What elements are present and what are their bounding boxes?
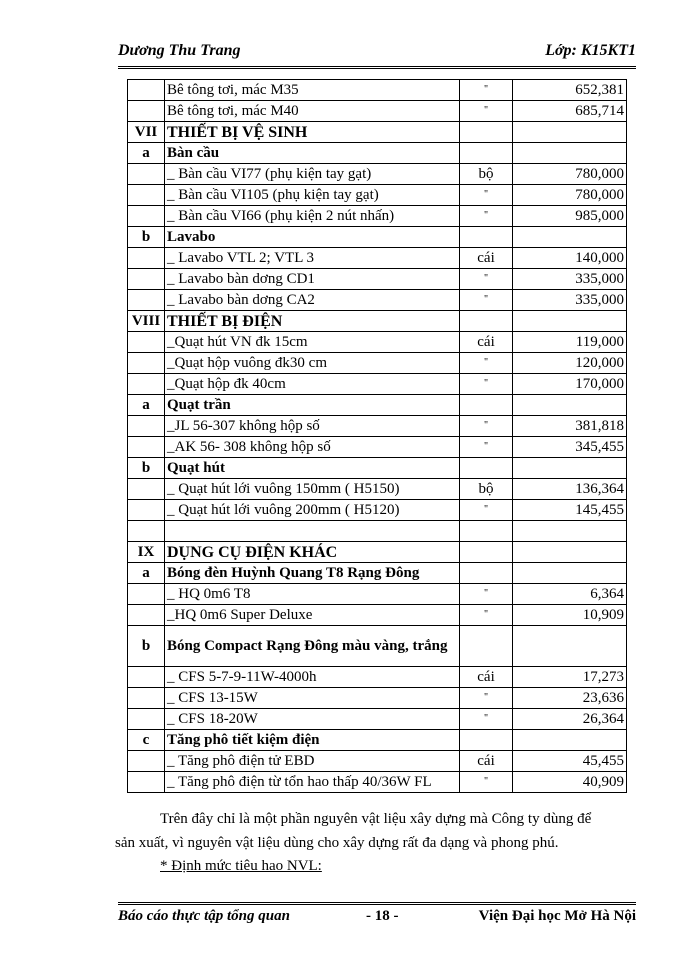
- table-row: [128, 80, 627, 101]
- item-name: _ Tăng phô điện từ tổn hao thấp 40/36W FL: [165, 772, 460, 793]
- item-name: Bê tông tơi, mác M40: [165, 101, 460, 122]
- item-name: THIẾT BỊ VỆ SINH: [165, 122, 460, 143]
- item-price: 345,455: [513, 437, 627, 458]
- item-unit: cái: [460, 667, 513, 688]
- item-name: Lavabo: [165, 227, 460, 248]
- item-unit: ": [460, 269, 513, 290]
- item-price: 652,381: [513, 80, 627, 101]
- item-name: _ CFS 18-20W: [165, 709, 460, 730]
- item-price: 140,000: [513, 248, 627, 269]
- item-name: _ HQ 0m6 T8: [165, 584, 460, 605]
- table-row: [128, 248, 627, 269]
- item-name: _ Bàn cầu VI66 (phụ kiện 2 nút nhấn): [165, 206, 460, 227]
- item-unit: ": [460, 416, 513, 437]
- item-price: [513, 227, 627, 248]
- item-name: DỤNG CỤ ĐIỆN KHÁC: [165, 542, 460, 563]
- table-row: [128, 500, 627, 521]
- row-number: [128, 437, 165, 458]
- paragraph-line-2: sản xuất, vì nguyên vật liệu dùng cho xây dựng rất đa dạng và phong phú.: [115, 835, 559, 851]
- item-name: Bóng đèn Huỳnh Quang T8 Rạng Đông: [165, 563, 460, 584]
- table-row: [128, 311, 627, 332]
- paragraph-line-1: Trên đây chỉ là một phần nguyên vật liệu xây dựng mà Công ty dùng để: [160, 811, 592, 827]
- item-unit: cái: [460, 248, 513, 269]
- item-price: 17,273: [513, 667, 627, 688]
- item-price: 45,455: [513, 751, 627, 772]
- table-row: [128, 563, 627, 584]
- item-unit: [460, 395, 513, 416]
- item-name: Tăng phô tiết kiệm điện: [165, 730, 460, 751]
- row-number: a: [128, 563, 165, 584]
- item-unit: [460, 143, 513, 164]
- item-price: 985,000: [513, 206, 627, 227]
- item-price: 381,818: [513, 416, 627, 437]
- table-row: [128, 101, 627, 122]
- item-name: Quạt hút: [165, 458, 460, 479]
- row-number: [128, 80, 165, 101]
- row-number: [128, 500, 165, 521]
- item-unit: ": [460, 185, 513, 206]
- table-row: [128, 688, 627, 709]
- row-number: [128, 374, 165, 395]
- item-price: [513, 542, 627, 563]
- item-unit: [460, 521, 513, 542]
- item-price: 780,000: [513, 185, 627, 206]
- row-number: b: [128, 227, 165, 248]
- item-unit: ": [460, 709, 513, 730]
- item-name: _ Lavabo bàn dơng CD1: [165, 269, 460, 290]
- row-number: [128, 185, 165, 206]
- item-name: THIẾT BỊ ĐIỆN: [165, 311, 460, 332]
- row-number: [128, 269, 165, 290]
- item-price: [513, 458, 627, 479]
- item-price: [513, 521, 627, 542]
- row-number: b: [128, 458, 165, 479]
- row-number: [128, 353, 165, 374]
- row-number: [128, 332, 165, 353]
- header-author: Dương Thu Trang: [118, 42, 241, 59]
- item-price: 335,000: [513, 269, 627, 290]
- row-number: [128, 605, 165, 626]
- item-name: _Quạt hút VN đk 15cm: [165, 332, 460, 353]
- item-price: 780,000: [513, 164, 627, 185]
- item-name: _Quạt hộp vuông đk30 cm: [165, 353, 460, 374]
- item-unit: cái: [460, 332, 513, 353]
- item-unit: bộ: [460, 164, 513, 185]
- table-row: [128, 353, 627, 374]
- item-unit: ": [460, 101, 513, 122]
- table-row: [128, 269, 627, 290]
- item-price: 170,000: [513, 374, 627, 395]
- table-row: [128, 227, 627, 248]
- item-name: _HQ 0m6 Super Deluxe: [165, 605, 460, 626]
- item-name: [165, 521, 460, 542]
- item-unit: [460, 458, 513, 479]
- item-name: _ Tăng phô điện tử EBD: [165, 751, 460, 772]
- table-row: [128, 143, 627, 164]
- item-unit: [460, 122, 513, 143]
- item-name: _ Quạt hút lới vuông 200mm ( H5120): [165, 500, 460, 521]
- page-header: [118, 42, 636, 69]
- row-number: c: [128, 730, 165, 751]
- item-unit: [460, 542, 513, 563]
- table-row: [128, 730, 627, 751]
- item-name: _ Quạt hút lới vuông 150mm ( H5150): [165, 479, 460, 500]
- header-class: Lớp: K15KT1: [545, 42, 636, 59]
- table-row: [128, 458, 627, 479]
- row-number: VII: [128, 122, 165, 143]
- table-row: [128, 122, 627, 143]
- item-unit: ": [460, 605, 513, 626]
- item-price: 120,000: [513, 353, 627, 374]
- item-price: [513, 143, 627, 164]
- table-row: [128, 709, 627, 730]
- item-unit: ": [460, 353, 513, 374]
- item-unit: [460, 311, 513, 332]
- row-number: [128, 667, 165, 688]
- row-number: [128, 290, 165, 311]
- item-unit: bộ: [460, 479, 513, 500]
- item-name: _ Lavabo VTL 2; VTL 3: [165, 248, 460, 269]
- table-row: [128, 751, 627, 772]
- item-name: _ Bàn cầu VI77 (phụ kiện tay gạt): [165, 164, 460, 185]
- item-unit: [460, 730, 513, 751]
- item-name: _ CFS 5-7-9-11W-4000h: [165, 667, 460, 688]
- item-price: [513, 626, 627, 667]
- item-name: _Quạt hộp đk 40cm: [165, 374, 460, 395]
- row-number: [128, 772, 165, 793]
- item-unit: ": [460, 206, 513, 227]
- item-price: 10,909: [513, 605, 627, 626]
- row-number: [128, 688, 165, 709]
- item-price: [513, 395, 627, 416]
- table-row: [128, 521, 627, 542]
- row-number: VIII: [128, 311, 165, 332]
- item-unit: ": [460, 290, 513, 311]
- item-unit: ": [460, 584, 513, 605]
- table-row: [128, 772, 627, 793]
- table-row: [128, 605, 627, 626]
- row-number: [128, 584, 165, 605]
- paragraph-norms-heading: * Định mức tiêu hao NVL:: [160, 858, 322, 874]
- item-price: 335,000: [513, 290, 627, 311]
- table-row: [128, 332, 627, 353]
- item-price: 136,364: [513, 479, 627, 500]
- item-unit: ": [460, 500, 513, 521]
- item-name: _ Bàn cầu VI105 (phụ kiện tay gạt): [165, 185, 460, 206]
- item-name: Quạt trần: [165, 395, 460, 416]
- row-number: [128, 751, 165, 772]
- row-number: a: [128, 143, 165, 164]
- table-row: [128, 626, 627, 667]
- item-unit: [460, 227, 513, 248]
- item-price: 145,455: [513, 500, 627, 521]
- table-row: [128, 584, 627, 605]
- row-number: b: [128, 626, 165, 667]
- row-number: [128, 101, 165, 122]
- item-price: [513, 122, 627, 143]
- item-unit: [460, 626, 513, 667]
- table-row: [128, 416, 627, 437]
- item-name: Bóng Compact Rạng Đông màu vàng, trắng: [165, 626, 460, 667]
- item-unit: [460, 563, 513, 584]
- row-number: [128, 248, 165, 269]
- table-row: [128, 667, 627, 688]
- page-footer: [118, 902, 636, 929]
- item-name: _ Lavabo bàn dơng CA2: [165, 290, 460, 311]
- item-price: [513, 311, 627, 332]
- footer-page-number: - 18 -: [366, 908, 399, 924]
- item-unit: ": [460, 772, 513, 793]
- row-number: [128, 416, 165, 437]
- item-price: [513, 563, 627, 584]
- row-number: IX: [128, 542, 165, 563]
- table-row: [128, 185, 627, 206]
- row-number: a: [128, 395, 165, 416]
- table-row: [128, 437, 627, 458]
- table-row: [128, 542, 627, 563]
- table-row: [128, 290, 627, 311]
- row-number: [128, 164, 165, 185]
- row-number: [128, 206, 165, 227]
- item-price: 119,000: [513, 332, 627, 353]
- footer-report-title: Báo cáo thực tập tổng quan: [118, 908, 290, 924]
- item-unit: ": [460, 374, 513, 395]
- item-name: _JL 56-307 không hộp số: [165, 416, 460, 437]
- materials-price-table: [127, 79, 627, 793]
- item-unit: ": [460, 437, 513, 458]
- item-price: 23,636: [513, 688, 627, 709]
- item-name: Bê tông tơi, mác M35: [165, 80, 460, 101]
- item-price: 40,909: [513, 772, 627, 793]
- row-number: [128, 709, 165, 730]
- item-unit: ": [460, 80, 513, 101]
- table-body: [128, 80, 627, 793]
- table-row: [128, 479, 627, 500]
- item-name: Bàn cầu: [165, 143, 460, 164]
- item-price: [513, 730, 627, 751]
- item-name: _AK 56- 308 không hộp số: [165, 437, 460, 458]
- item-unit: cái: [460, 751, 513, 772]
- table-row: [128, 206, 627, 227]
- table-row: [128, 395, 627, 416]
- item-price: 685,714: [513, 101, 627, 122]
- item-price: 26,364: [513, 709, 627, 730]
- table-row: [128, 374, 627, 395]
- item-price: 6,364: [513, 584, 627, 605]
- table-row: [128, 164, 627, 185]
- footer-institution: Viện Đại học Mở Hà Nội: [478, 908, 636, 924]
- row-number: [128, 521, 165, 542]
- item-name: _ CFS 13-15W: [165, 688, 460, 709]
- item-unit: ": [460, 688, 513, 709]
- row-number: [128, 479, 165, 500]
